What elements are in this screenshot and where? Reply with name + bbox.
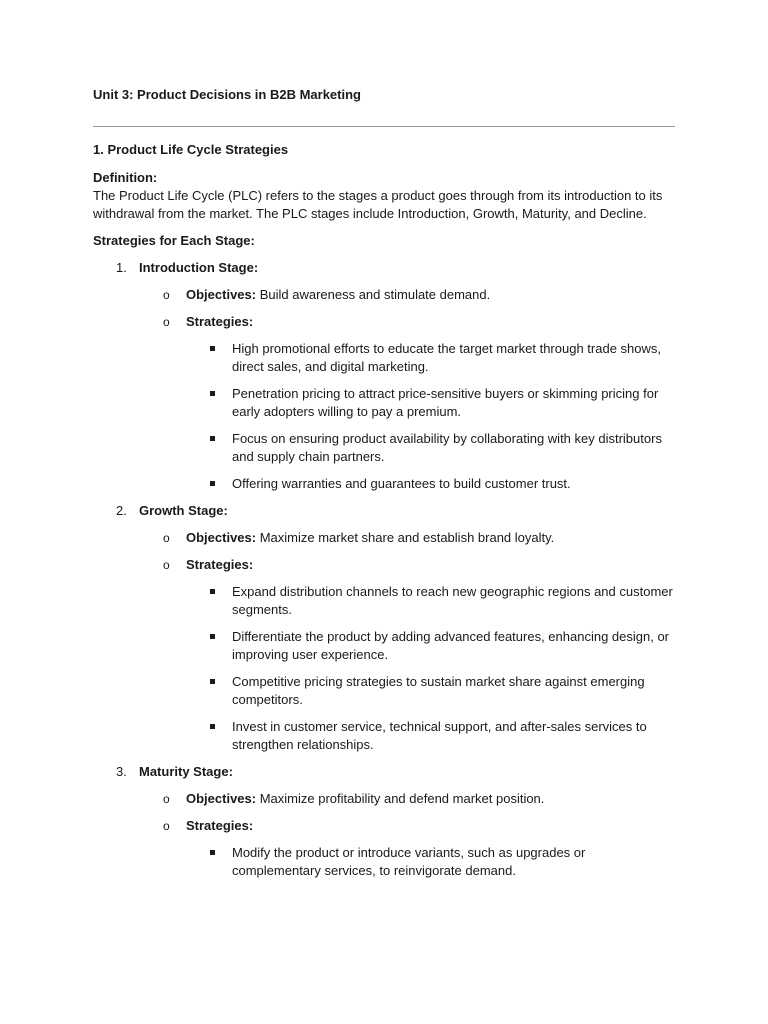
list-item-text: Modify the product or introduce variants, such as upgrades or complementary services, to reinvigorate demand. xyxy=(232,845,586,878)
list-item xyxy=(93,718,675,754)
square-bullet-icon xyxy=(210,346,215,351)
list-item-text: Offering warranties and guarantees to build customer trust. xyxy=(232,476,571,491)
stage-block-introduction xyxy=(93,259,675,493)
list-item-text: Competitive pricing strategies to sustain market share against emerging competitors. xyxy=(232,674,645,707)
stage-name: Growth Stage: xyxy=(139,503,228,518)
strategies-item xyxy=(93,313,675,331)
list-item xyxy=(93,430,675,466)
objectives-text: Build awareness and stimulate demand. xyxy=(256,287,491,302)
stage-name: Maturity Stage: xyxy=(139,764,233,779)
list-item xyxy=(93,583,675,619)
list-item xyxy=(93,475,675,493)
square-bullet-icon xyxy=(210,634,215,639)
stage-block-maturity xyxy=(93,763,675,880)
stage-number: 2. xyxy=(116,503,127,518)
list-item-text: Focus on ensuring product availability by collaborating with key distributors and supply chain partners. xyxy=(232,431,662,464)
objectives-label: Objectives: xyxy=(186,287,257,302)
objectives-label: Objectives: xyxy=(186,530,257,545)
circle-bullet-icon: o xyxy=(163,792,170,806)
list-item xyxy=(93,844,675,880)
definition-text: The Product Life Cycle (PLC) refers to the stages a product goes through from its introduction to its withdrawal from the market. The PLC stages include Introduction, Growth, Maturity, and Decline. xyxy=(93,188,663,221)
objectives-label: Objectives: xyxy=(186,791,257,806)
list-item-text: Penetration pricing to attract price-sensitive buyers or skimming pricing for early adopters willing to pay a premium. xyxy=(232,386,659,419)
stage-title xyxy=(93,763,675,781)
circle-bullet-icon: o xyxy=(163,531,170,545)
list-item-text: High promotional efforts to educate the target market through trade shows, direct sales, and digital marketing. xyxy=(232,341,661,374)
list-item-text: Invest in customer service, technical support, and after-sales services to strengthen relationships. xyxy=(232,719,647,752)
stage-number: 3. xyxy=(116,764,127,779)
objectives-text: Maximize profitability and defend market position. xyxy=(256,791,545,806)
strategies-label: Strategies: xyxy=(186,557,254,572)
stage-number: 1. xyxy=(116,260,127,275)
square-bullet-icon xyxy=(210,481,215,486)
document-title: Unit 3: Product Decisions in B2B Marketing xyxy=(93,87,361,102)
square-bullet-icon xyxy=(210,589,215,594)
list-item xyxy=(93,673,675,709)
horizontal-rule xyxy=(93,126,675,127)
document-page xyxy=(93,86,675,889)
strategies-item xyxy=(93,556,675,574)
strategies-heading: Strategies for Each Stage: xyxy=(93,233,255,248)
objectives-text: Maximize market share and establish brand loyalty. xyxy=(256,530,555,545)
stage-title xyxy=(93,502,675,520)
list-item xyxy=(93,340,675,376)
strategies-label: Strategies: xyxy=(186,818,254,833)
objectives-item xyxy=(93,790,675,808)
definition-label: Definition: xyxy=(93,170,158,185)
circle-bullet-icon: o xyxy=(163,315,170,329)
objectives-item xyxy=(93,529,675,547)
strategies-item xyxy=(93,817,675,835)
stage-title xyxy=(93,259,675,277)
circle-bullet-icon: o xyxy=(163,558,170,572)
square-bullet-icon xyxy=(210,679,215,684)
section-heading: 1. Product Life Cycle Strategies xyxy=(93,142,289,157)
list-item-text: Expand distribution channels to reach new geographic regions and customer segments. xyxy=(232,584,673,617)
square-bullet-icon xyxy=(210,391,215,396)
stage-block-growth xyxy=(93,502,675,754)
stage-name: Introduction Stage: xyxy=(139,260,259,275)
square-bullet-icon xyxy=(210,724,215,729)
square-bullet-icon xyxy=(210,850,215,855)
list-item xyxy=(93,628,675,664)
circle-bullet-icon: o xyxy=(163,288,170,302)
square-bullet-icon xyxy=(210,436,215,441)
circle-bullet-icon: o xyxy=(163,819,170,833)
strategies-label: Strategies: xyxy=(186,314,254,329)
list-item-text: Differentiate the product by adding advanced features, enhancing design, or improving user experience. xyxy=(232,629,670,662)
objectives-item xyxy=(93,286,675,304)
list-item xyxy=(93,385,675,421)
